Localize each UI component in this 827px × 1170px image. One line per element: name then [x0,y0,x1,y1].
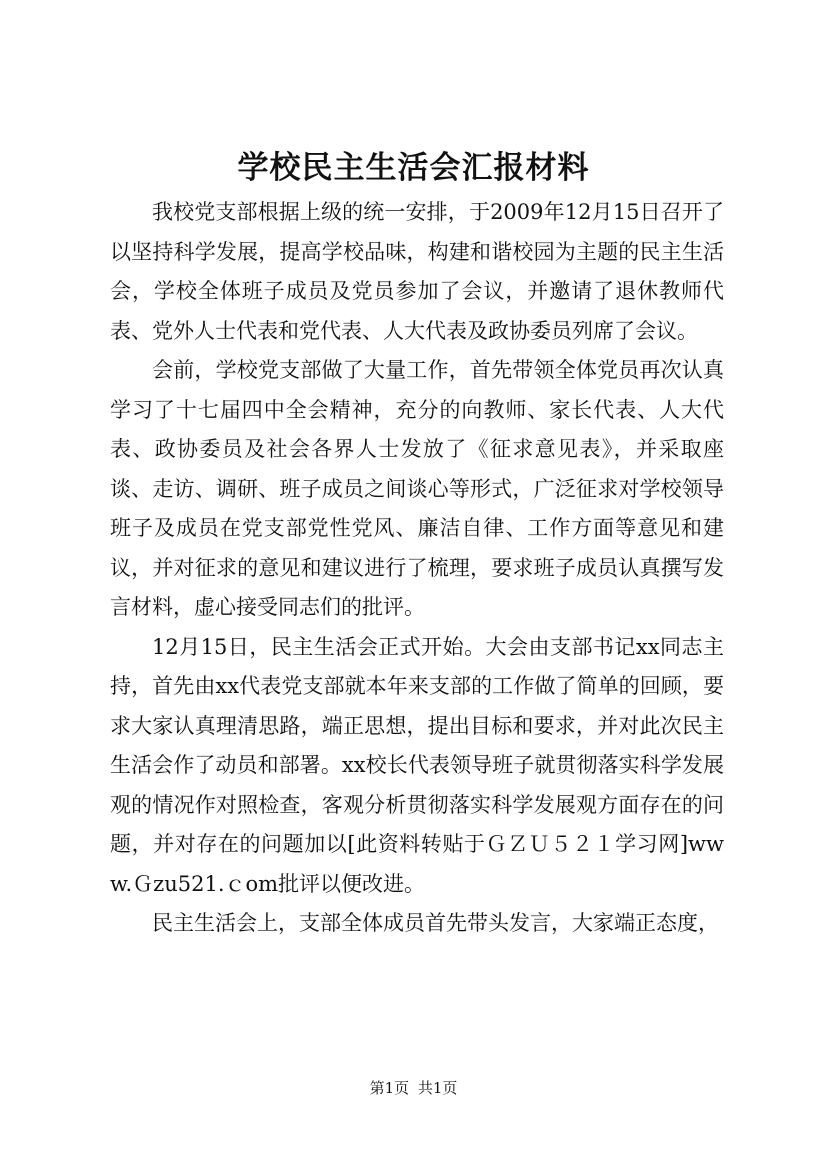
page-footer [0,1078,827,1098]
document-title: 学校民主生活会汇报材料 [237,150,590,186]
paragraph: 我校党支部根据上级的统一安排，于2009年12月15日召开了以坚持科学发展，提高学校品味，构建和谐校园为主题的民主生活会，学校全体班子成员及党员参加了会议，并邀请了退休教师代表、党外人士代表和党代表、人大代表及政协委员列席了会议。 [110,200,724,343]
paragraph: 12月15日，民主生活会正式开始。大会由支部书记xx同志主持，首先由xx代表党支部就本年来支部的工作做了简单的回顾，要求大家认真理清思路，端正思想，提出目标和要求，并对此次民主生活会作了动员和部署。xx校长代表领导班子就贯彻落实科学发展观的情况作对照检查，客观分析贯彻落实科学发展观方面存在的问题，并对存在的问题加以[此资料转贴于ＧＺＵ５２１学习网]www.Ｇzu521.ｃom批评以便改进。 [110,634,724,896]
paragraph: 民主生活会上，支部全体成员首先带头发言，大家端正态度， [152,911,719,935]
paragraph: 会前，学校党支部做了大量工作，首先带领全体党员再次认真学习了十七届四中全会精神，充分的向教师、家长代表、人大代表、政协委员及社会各界人士发放了《征求意见表》，并采取座谈、走访、调研、班子成员之间谈心等形式，广泛征求对学校领导班子及成员在党支部党性党风、廉洁自律、工作方面等意见和建议，并对征求的意见和建议进行了梳理，要求班子成员认真撰写发言材料，虚心接受同志们的批评。 [110,358,724,619]
page-total: 共1页 [417,1079,458,1097]
page-number: 第1页 [369,1079,410,1097]
document-body [110,193,724,944]
